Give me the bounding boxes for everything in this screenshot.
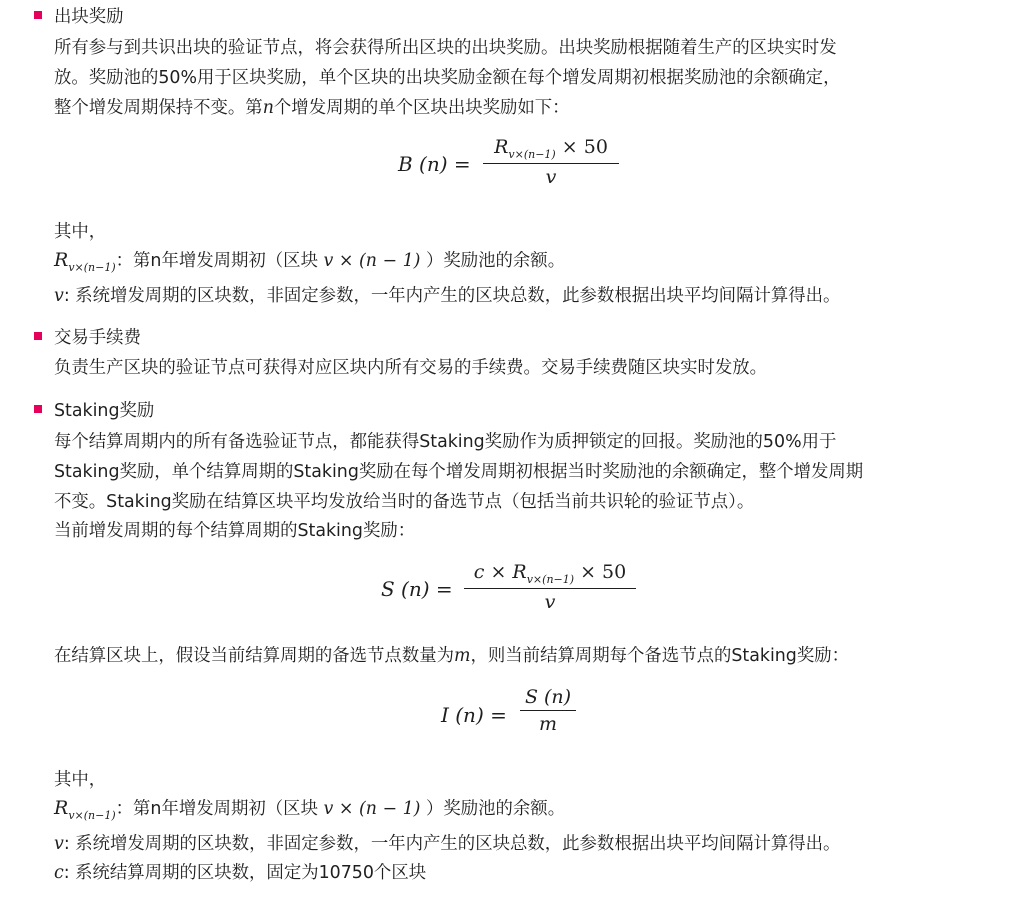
paragraph-line: 负责生产区块的验证节点可获得对应区块内所有交易的手续费。交易手续费随区块实时发放。 (54, 358, 768, 378)
where-label: 其中， (54, 770, 107, 790)
section-heading-block-reward: 出块奖励 (54, 7, 124, 27)
paragraph-line: 放。奖励池的50%用于区块奖励，单个区块的出块奖励金额在每个增发周期初根据奖励池的余额确定， (54, 68, 841, 88)
formula-fraction: $R_{v\times(n-1)} \times 50$ v (483, 134, 619, 190)
definition-R: $R_{v\times(n-1)}$：第n年增发周期初（区块 v × (n − 1) ）奖励池的余额。 (54, 797, 566, 822)
paragraph-line: 当前增发周期的每个结算周期的Staking奖励： (54, 521, 416, 541)
definition-R: $R_{v\times(n-1)}$：第n年增发周期初（区块 v × (n − 1) ）奖励池的余额。 (54, 249, 566, 274)
formula-lhs: B (n) = (398, 152, 471, 176)
formula-fraction: S (n) m (520, 684, 576, 737)
section-heading-tx-fee: 交易手续费 (54, 328, 141, 348)
bullet-marker-icon (34, 405, 42, 413)
section-heading-staking: Staking奖励 (54, 401, 155, 421)
definition-v: v: 系统增发周期的区块数，非固定参数，一年内产生的区块总数，此参数根据出块平均间隔计算得出。 (54, 834, 841, 854)
formula-lhs: I (n) = (441, 703, 507, 727)
bullet-marker-icon (34, 332, 42, 340)
paragraph-line: Staking奖励，单个结算周期的Staking奖励在每个增发周期初根据当时奖励池的余额确定，整个增发周期 (54, 462, 864, 482)
definition-v: v: 系统增发周期的区块数，非固定参数，一年内产生的区块总数，此参数根据出块平均间隔计算得出。 (54, 286, 841, 306)
paragraph-line: 整个增发周期保持不变。第n个增发周期的单个区块出块奖励如下： (54, 98, 570, 118)
paragraph-line: 每个结算周期内的所有备选验证节点，都能获得Staking奖励作为质押锁定的回报。奖励池的50%用于 (54, 432, 837, 452)
definition-c: c: 系统结算周期的区块数，固定为10750个区块 (54, 863, 427, 883)
formula-lhs: S (n) = (381, 577, 453, 601)
paragraph-line: 不变。Staking奖励在结算区块平均发放给当时的备选节点（包括当前共识轮的验证节点）。 (54, 492, 755, 512)
paragraph-line: 所有参与到共识出块的验证节点，将会获得所出区块的出块奖励。出块奖励根据随着生产的区块实时发 (54, 38, 837, 58)
formula-fraction: $c \times R_{v\times(n-1)} \times 50$ v (464, 559, 636, 615)
paragraph-line: 在结算区块上，假设当前结算周期的备选节点数量为m，则当前结算周期每个备选节点的Staking奖励： (54, 646, 850, 666)
bullet-marker-icon (34, 11, 42, 19)
where-label: 其中， (54, 222, 107, 242)
